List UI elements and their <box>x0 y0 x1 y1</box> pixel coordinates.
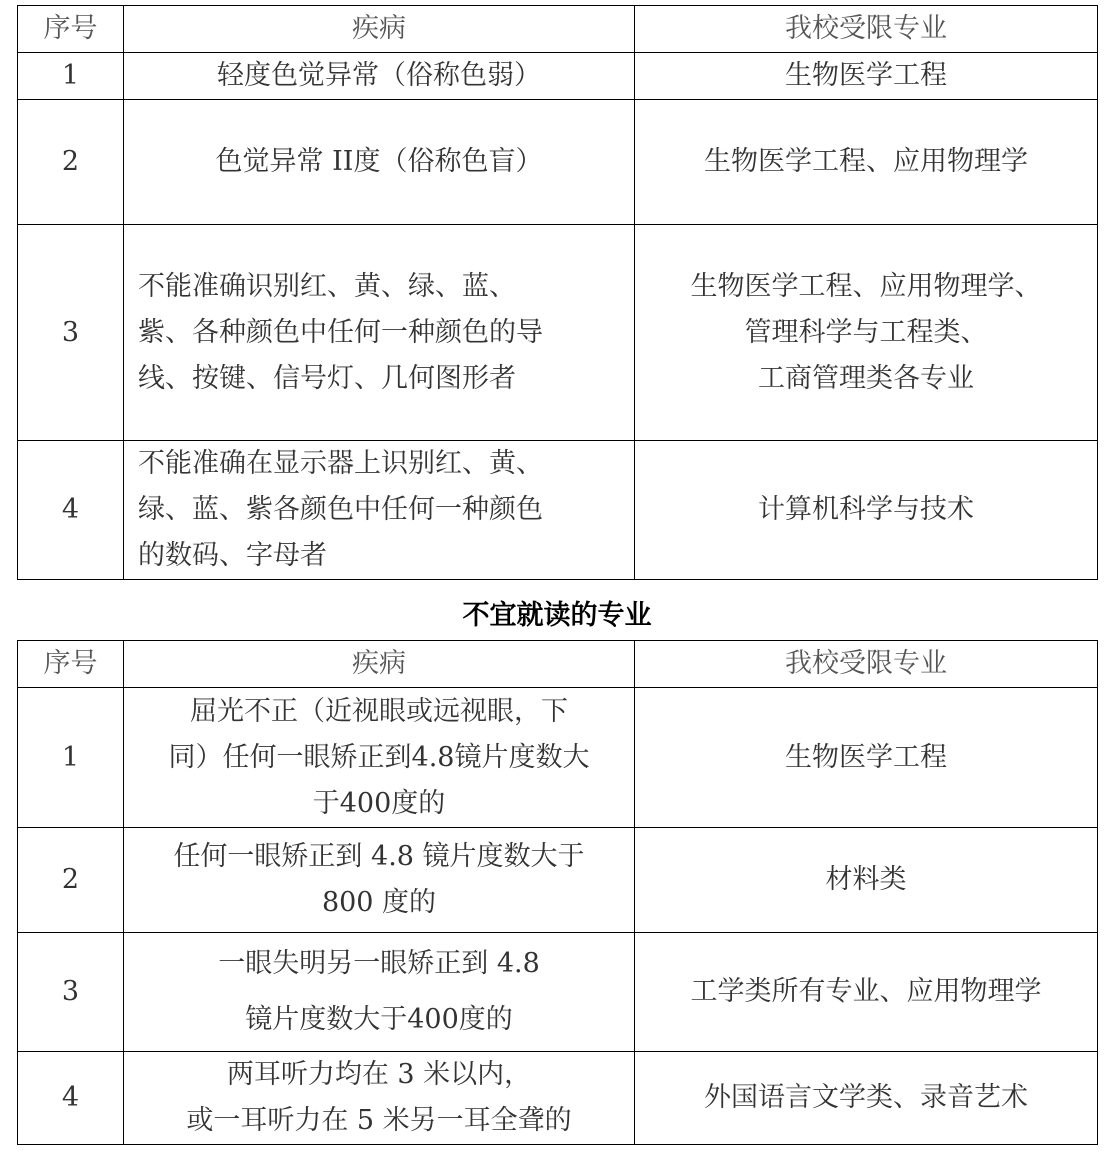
disease-line: 线、按键、信号灯、几何图形者 <box>138 362 516 394</box>
majors-line: 生物医学工程 <box>785 741 947 773</box>
disease-cell <box>124 225 635 441</box>
majors-cell <box>635 100 1098 225</box>
disease-cell <box>124 828 635 933</box>
disease-line: 的数码、字母者 <box>138 540 327 571</box>
disease-cell <box>124 1052 635 1145</box>
majors-line: 计算机科学与技术 <box>758 494 974 525</box>
disease-line: 同）任何一眼矫正到4.8镜片度数大 <box>168 741 590 773</box>
table-row <box>18 828 1098 933</box>
majors-line: 材料类 <box>825 864 907 895</box>
vision-hearing-table <box>17 640 1098 1145</box>
header-no: 序号 <box>18 6 124 53</box>
majors-cell <box>635 1052 1098 1145</box>
majors-cell <box>635 225 1098 441</box>
majors-line: 生物医学工程、应用物理学、 <box>690 270 1042 302</box>
majors-line: 工商管理类各专业 <box>758 362 974 394</box>
color-vision-table <box>17 5 1098 580</box>
table-row <box>18 688 1098 828</box>
table-row <box>18 100 1098 225</box>
disease-line: 紫、各种颜色中任何一种颜色的导 <box>138 316 543 348</box>
disease-cell <box>124 100 635 225</box>
row-no: 1 <box>18 688 124 828</box>
header-no: 序号 <box>18 641 124 688</box>
disease-line: 镜片度数大于400度的 <box>245 1004 513 1035</box>
row-no: 4 <box>18 1052 124 1145</box>
disease-line: 不能准确识别红、黄、绿、蓝、 <box>138 270 516 302</box>
header-majors: 我校受限专业 <box>635 6 1098 53</box>
disease-cell <box>124 688 635 828</box>
header-disease: 疾病 <box>124 641 635 688</box>
majors-cell <box>635 688 1098 828</box>
majors-cell <box>635 828 1098 933</box>
table-header-row <box>18 641 1098 688</box>
row-no: 2 <box>18 828 124 933</box>
table-row <box>18 441 1098 580</box>
table-row <box>18 933 1098 1052</box>
disease-cell <box>124 441 635 580</box>
disease-cell <box>124 53 635 100</box>
section-title: 不宜就读的专业 <box>462 600 652 631</box>
majors-line: 外国语言文学类、录音艺术 <box>704 1082 1028 1113</box>
row-no: 1 <box>18 53 124 100</box>
disease-line: 轻度色觉异常（俗称色弱） <box>217 60 541 91</box>
table-header-row <box>18 6 1098 53</box>
majors-line: 生物医学工程 <box>785 60 947 91</box>
majors-line: 管理科学与工程类、 <box>744 316 988 348</box>
disease-line: 不能准确在显示器上识别红、黄、 <box>138 448 543 479</box>
table-row <box>18 1052 1098 1145</box>
disease-line: 屈光不正（近视眼或远视眼，下 <box>190 695 568 727</box>
majors-line: 生物医学工程、应用物理学 <box>704 146 1028 177</box>
row-no: 3 <box>18 933 124 1052</box>
majors-line: 工学类所有专业、应用物理学 <box>690 976 1042 1007</box>
row-no: 2 <box>18 100 124 225</box>
header-disease: 疾病 <box>124 6 635 53</box>
disease-line: 或一耳听力在 5 米另一耳全聋的 <box>186 1105 572 1136</box>
disease-line: 于400度的 <box>312 787 446 819</box>
majors-cell <box>635 441 1098 580</box>
majors-cell <box>635 53 1098 100</box>
table-row <box>18 53 1098 100</box>
disease-line: 色觉异常 II度（俗称色盲） <box>215 146 543 177</box>
table-row <box>18 225 1098 441</box>
row-no: 4 <box>18 441 124 580</box>
row-no: 3 <box>18 225 124 441</box>
disease-line: 一眼失明另一眼矫正到 4.8 <box>218 948 540 979</box>
majors-cell <box>635 933 1098 1052</box>
disease-cell <box>124 933 635 1052</box>
disease-line: 任何一眼矫正到 4.8 镜片度数大于 <box>173 841 585 872</box>
disease-line: 绿、蓝、紫各颜色中任何一种颜色 <box>138 494 543 525</box>
disease-line: 两耳听力均在 3 米以内， <box>226 1059 532 1090</box>
disease-line: 800 度的 <box>321 887 437 918</box>
header-majors: 我校受限专业 <box>635 641 1098 688</box>
